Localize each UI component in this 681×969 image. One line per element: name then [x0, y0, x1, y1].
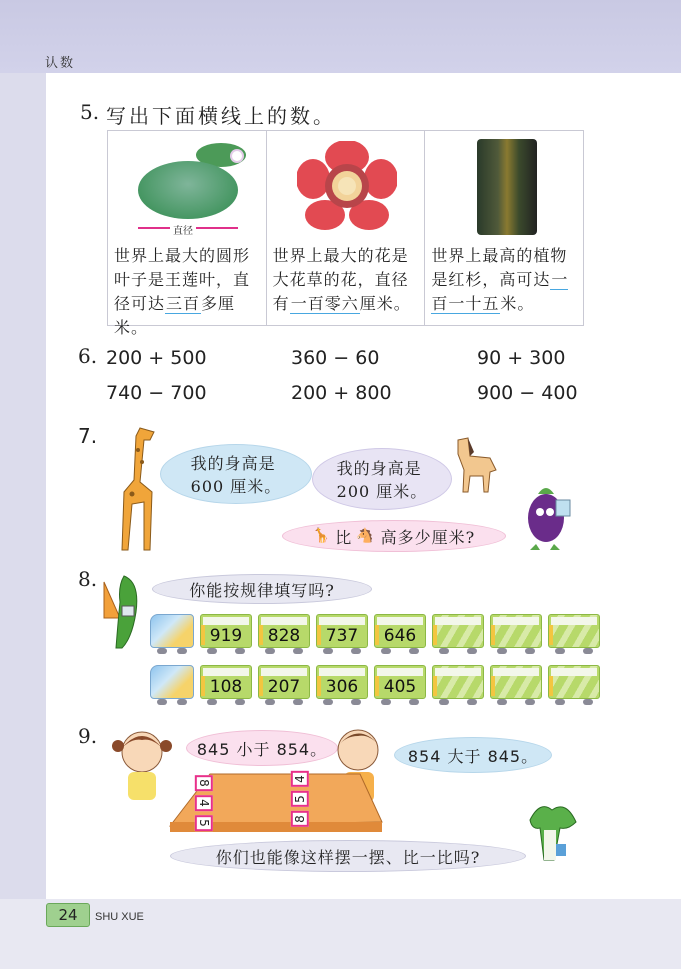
answer-blank[interactable]: 三百 [166, 294, 201, 313]
car-number: 919 [209, 626, 243, 646]
footer-label: SHU XUE [95, 911, 144, 923]
fact-text-pre: 世界上最大的花是大花草的花，直径有 [272, 246, 409, 313]
car-number: 737 [325, 626, 359, 646]
boy-number-cards [292, 770, 308, 828]
number-card[interactable]: 8 [291, 811, 309, 827]
table-illustration [150, 766, 390, 832]
girl-speech-bubble [186, 730, 338, 766]
page-number-tab [46, 903, 90, 927]
number-card[interactable]: 4 [291, 771, 309, 787]
redwood-tree-image [477, 139, 537, 235]
question-5-number: 5. [80, 100, 100, 124]
train-car [374, 665, 426, 699]
left-margin-band [0, 73, 46, 899]
boy-speech-bubble [394, 737, 552, 773]
car-number: 828 [267, 626, 301, 646]
question-7-number: 7. [78, 424, 98, 448]
bubble-line: 600 厘米。 [190, 477, 282, 496]
eggplant-character [516, 478, 576, 553]
car-number: 405 [383, 677, 417, 697]
section-title: 认数 [45, 56, 76, 71]
fact-card-water-lily [108, 131, 267, 337]
prompt-text: 你能按规律填写吗? [189, 580, 335, 600]
train-car [258, 614, 310, 648]
train-car [374, 614, 426, 648]
car-number: 207 [267, 677, 301, 697]
fact-text-post: 厘米。 [359, 294, 411, 313]
rafflesia-flower-image [297, 141, 397, 231]
giraffe-head-icon: 🦒 [312, 528, 332, 544]
train-car-blank[interactable] [432, 665, 484, 699]
number-card[interactable]: 4 [195, 795, 213, 811]
cucumber-character [100, 572, 150, 658]
fact-text-post: 米。 [500, 294, 535, 313]
number-card[interactable]: 5 [291, 791, 309, 807]
number-card[interactable]: 5 [195, 815, 213, 831]
cabbage-character [520, 800, 580, 872]
plant-facts-table [107, 130, 584, 337]
fact-text [114, 244, 262, 340]
page-number: 24 [58, 906, 78, 924]
expression: 200 + 800 [291, 382, 392, 404]
question-6-number: 6. [78, 344, 98, 368]
compare-word: 比 [335, 527, 353, 547]
giraffe-illustration [110, 422, 162, 552]
giraffe-speech-bubble [160, 444, 312, 504]
train-car [316, 665, 368, 699]
water-lily-image [138, 161, 238, 219]
bubble-text: 845 小于 854。 [196, 739, 328, 759]
bubble-text: 854 大于 845。 [407, 746, 539, 766]
try-it-prompt-bubble [170, 840, 526, 872]
train-car-blank[interactable] [432, 614, 484, 648]
fact-text-pre: 世界上最高的植物是红杉，高可达 [431, 246, 568, 289]
train-engine [150, 614, 194, 648]
train-car [200, 665, 252, 699]
expression: 740 − 700 [106, 382, 207, 404]
expression: 200 + 500 [106, 347, 207, 369]
train-car [316, 614, 368, 648]
train-car-blank[interactable] [548, 614, 600, 648]
question-9-number: 9. [78, 724, 98, 748]
number-card[interactable]: 8 [195, 775, 213, 791]
train-engine [150, 665, 194, 699]
train-car [258, 665, 310, 699]
car-number: 306 [325, 677, 359, 697]
answer-blank[interactable]: 一百零六 [290, 294, 359, 313]
comparison-question-bubble [282, 520, 506, 552]
fact-card-rafflesia [267, 131, 426, 325]
fact-text [273, 244, 421, 316]
train-car-blank[interactable] [490, 665, 542, 699]
horse-illustration [450, 436, 498, 496]
fact-text-post: 多厘米。 [114, 294, 236, 337]
fact-card-redwood [425, 131, 583, 325]
prompt-text: 你们也能像这样摆一摆、比一比吗? [215, 847, 481, 867]
car-number: 108 [209, 677, 243, 697]
answer-blank[interactable]: 一百一十五 [431, 270, 569, 313]
question-8-number: 8. [78, 567, 98, 591]
diameter-label: 直径 [170, 222, 196, 237]
pattern-prompt-bubble [152, 574, 372, 604]
expression: 900 − 400 [477, 382, 578, 404]
expression: 360 − 60 [291, 347, 380, 369]
car-number: 646 [383, 626, 417, 646]
question-text: 高多少厘米? [380, 527, 476, 547]
fact-text-pre: 世界上最大的圆形叶子是王莲叶，直径可达 [114, 246, 251, 313]
train-row-1 [150, 614, 600, 648]
bubble-line: 我的身高是 [336, 459, 422, 478]
bubble-line: 200 厘米。 [336, 482, 428, 501]
train-car [200, 614, 252, 648]
girl-number-cards [196, 774, 212, 832]
top-band [0, 0, 681, 73]
question-5-title: 写出下面横线上的数。 [106, 104, 336, 128]
horse-speech-bubble [312, 448, 452, 510]
bubble-line: 我的身高是 [190, 454, 276, 473]
train-row-2 [150, 665, 600, 699]
horse-head-icon: 🐴 [356, 528, 375, 544]
expression: 90 + 300 [477, 347, 566, 369]
lotus-flower-image [232, 151, 242, 161]
fact-text [431, 244, 579, 316]
train-car-blank[interactable] [490, 614, 542, 648]
train-car-blank[interactable] [548, 665, 600, 699]
